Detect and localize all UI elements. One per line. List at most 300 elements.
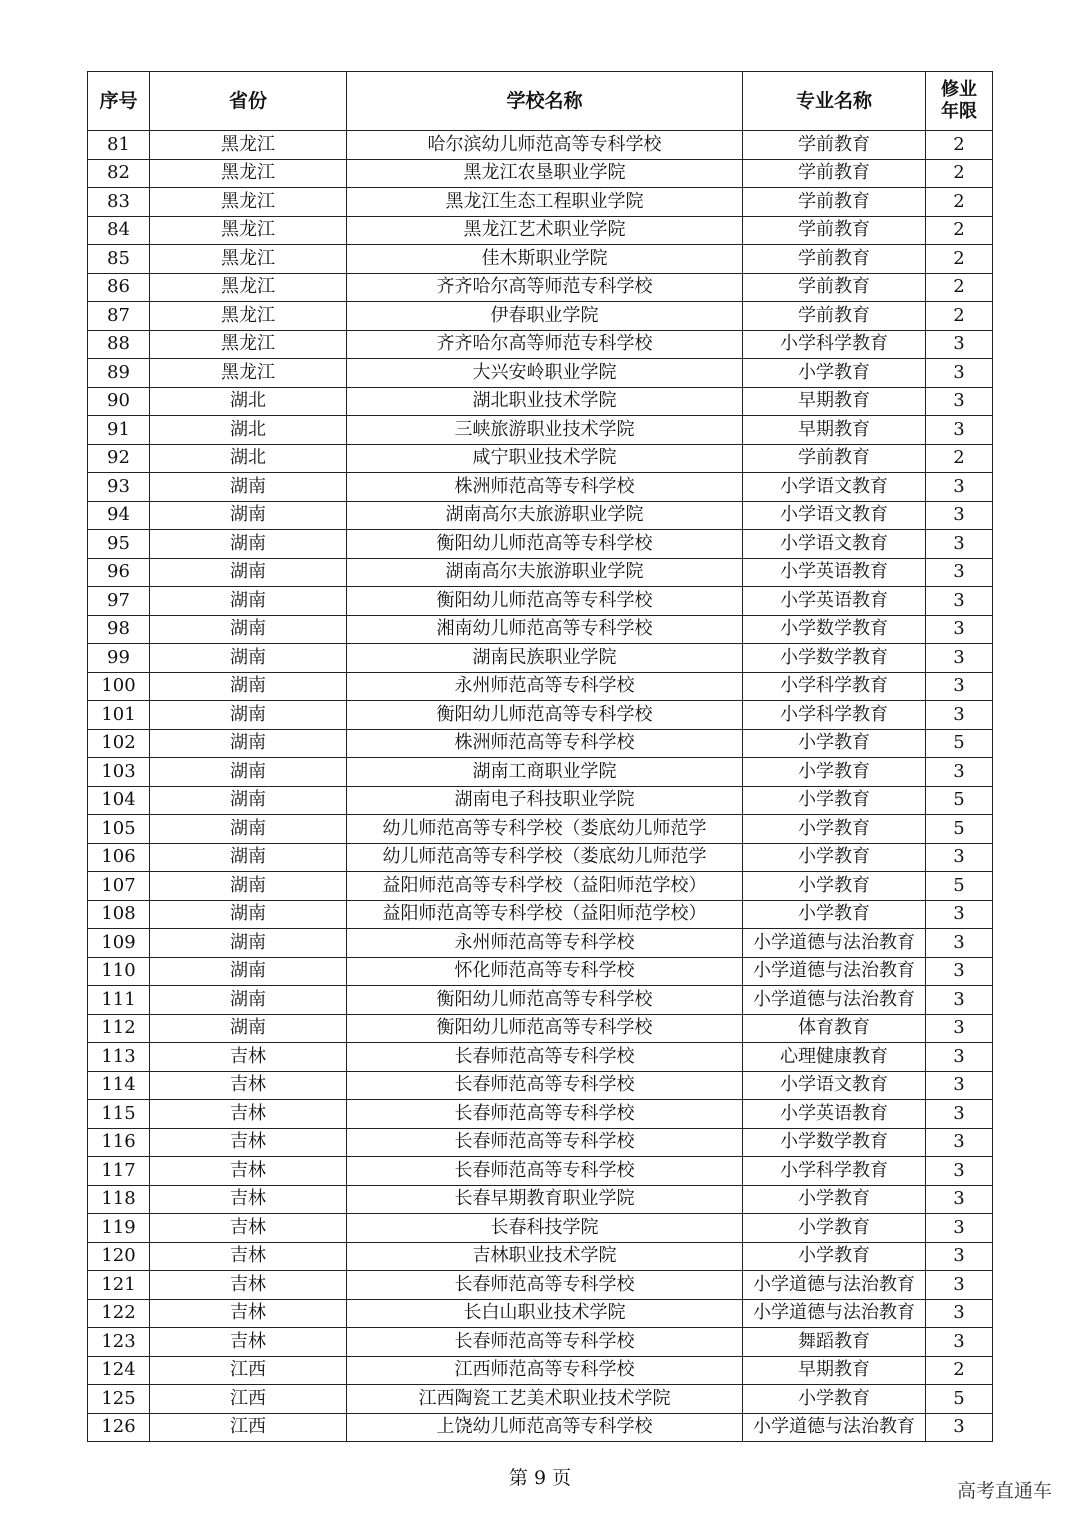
cell-years-text: 3: [953, 960, 965, 982]
cell-major: [743, 501, 926, 530]
cell-province-text: 湖南: [230, 874, 266, 896]
cell-school: [347, 843, 743, 872]
cell-province: [150, 159, 347, 188]
cell-years-text: 3: [953, 1330, 965, 1352]
cell-province: [150, 1328, 347, 1357]
cell-province-text: 湖北: [230, 418, 266, 440]
cell-years: [926, 387, 993, 416]
cell-province: [150, 1071, 347, 1100]
cell-province: [150, 330, 347, 359]
cell-index: [88, 1043, 150, 1072]
cell-index-text: 98: [107, 618, 130, 640]
cell-province: [150, 1014, 347, 1043]
table-row: [88, 701, 993, 730]
table-row: [88, 644, 993, 673]
cell-province: [150, 359, 347, 388]
cell-school-text: 湖北职业技术学院: [472, 390, 617, 412]
cell-school-text: 衡阳幼儿师范高等专科学校: [436, 1017, 653, 1039]
cell-index-text: 81: [107, 133, 130, 155]
cell-school: [347, 1328, 743, 1357]
cell-school: [347, 1157, 743, 1186]
cell-province-text: 黑龙江: [221, 219, 275, 241]
cell-major-text: 小学道德与法治教育: [753, 960, 915, 982]
cell-index: [88, 986, 150, 1015]
cell-province: [150, 245, 347, 274]
cell-index: [88, 1071, 150, 1100]
cell-major: [743, 758, 926, 787]
cell-province-text: 黑龙江: [221, 190, 275, 212]
cell-major-text: 学前教育: [798, 276, 870, 298]
cell-years: [926, 758, 993, 787]
cell-index-text: 115: [101, 1102, 136, 1124]
cell-major-text: 小学科学教育: [780, 675, 888, 697]
cell-province: [150, 644, 347, 673]
cell-years: [926, 815, 993, 844]
table-row: [88, 558, 993, 587]
cell-years-text: 2: [953, 190, 965, 212]
cell-major: [743, 530, 926, 559]
cell-school-text: 湖南工商职业学院: [472, 760, 617, 782]
cell-years: [926, 216, 993, 245]
cell-years-text: 2: [953, 162, 965, 184]
cell-school: [347, 587, 743, 616]
cell-years-text: 3: [953, 1302, 965, 1324]
cell-school: [347, 188, 743, 217]
table-row: [88, 302, 993, 331]
cell-school: [347, 1128, 743, 1157]
cell-years: [926, 1185, 993, 1214]
cell-school-text: 江西陶瓷工艺美术职业技术学院: [418, 1387, 671, 1409]
table-row: [88, 929, 993, 958]
cell-years-text: 3: [953, 1188, 965, 1210]
cell-index-text: 89: [107, 361, 130, 383]
cell-province-text: 吉林: [230, 1302, 266, 1324]
cell-index-text: 119: [101, 1216, 136, 1238]
cell-province: [150, 131, 347, 160]
cell-province-text: 湖南: [230, 789, 266, 811]
cell-major-text: 小学语文教育: [780, 475, 888, 497]
cell-major: [743, 986, 926, 1015]
table-row: [88, 273, 993, 302]
school-major-table: [87, 71, 993, 1442]
cell-school-text: 益阳师范高等专科学校（益阳师范学校）: [382, 874, 707, 896]
cell-school-text: 伊春职业学院: [490, 304, 599, 326]
cell-province-text: 湖南: [230, 618, 266, 640]
cell-major: [743, 1128, 926, 1157]
header-school: 学校名称: [347, 72, 743, 131]
cell-index: [88, 558, 150, 587]
cell-major-text: 小学科学教育: [780, 333, 888, 355]
cell-province: [150, 615, 347, 644]
cell-school-text: 黑龙江艺术职业学院: [463, 219, 626, 241]
cell-major-text: 心理健康教育: [780, 1045, 888, 1067]
cell-years-text: 3: [953, 333, 965, 355]
cell-province-text: 湖南: [230, 675, 266, 697]
header-major: 专业名称: [743, 72, 926, 131]
cell-years-text: 3: [953, 1131, 965, 1153]
cell-school: [347, 1043, 743, 1072]
cell-index: [88, 1014, 150, 1043]
cell-years: [926, 501, 993, 530]
cell-major-text: 小学道德与法治教育: [753, 1273, 915, 1295]
cell-years-text: 3: [953, 760, 965, 782]
cell-index-text: 99: [107, 646, 130, 668]
cell-index-text: 85: [107, 247, 130, 269]
table-row: [88, 1328, 993, 1357]
cell-index-text: 95: [107, 532, 130, 554]
cell-school-text: 湘南幼儿师范高等专科学校: [436, 618, 653, 640]
cell-index-text: 109: [101, 931, 136, 953]
cell-index: [88, 387, 150, 416]
cell-major-text: 小学教育: [798, 361, 870, 383]
cell-school-text: 永州师范高等专科学校: [454, 675, 635, 697]
cell-province-text: 黑龙江: [221, 276, 275, 298]
cell-major-text: 小学英语教育: [780, 561, 888, 583]
cell-years: [926, 558, 993, 587]
cell-province: [150, 387, 347, 416]
cell-index: [88, 159, 150, 188]
cell-school: [347, 1214, 743, 1243]
cell-province-text: 吉林: [230, 1188, 266, 1210]
cell-major: [743, 330, 926, 359]
cell-index-text: 114: [101, 1074, 136, 1096]
cell-index: [88, 729, 150, 758]
cell-major-text: 小学科学教育: [780, 1159, 888, 1181]
cell-index: [88, 758, 150, 787]
cell-school-text: 大兴安岭职业学院: [472, 361, 617, 383]
cell-province: [150, 302, 347, 331]
cell-province-text: 黑龙江: [221, 247, 275, 269]
cell-province: [150, 1185, 347, 1214]
cell-index-text: 96: [107, 561, 130, 583]
cell-years: [926, 644, 993, 673]
cell-province: [150, 1242, 347, 1271]
cell-province: [150, 729, 347, 758]
table-row: [88, 131, 993, 160]
cell-years-text: 3: [953, 1416, 965, 1438]
cell-major-text: 学前教育: [798, 304, 870, 326]
table-header: [88, 72, 993, 131]
cell-province-text: 湖南: [230, 732, 266, 754]
cell-province: [150, 1413, 347, 1442]
cell-province-text: 黑龙江: [221, 333, 275, 355]
cell-province-text: 黑龙江: [221, 133, 275, 155]
cell-school-text: 永州师范高等专科学校: [454, 931, 635, 953]
table-row: [88, 330, 993, 359]
cell-province-text: 湖北: [230, 447, 266, 469]
table-row: [88, 672, 993, 701]
cell-index: [88, 701, 150, 730]
cell-province-text: 湖南: [230, 960, 266, 982]
cell-province-text: 吉林: [230, 1045, 266, 1067]
cell-school: [347, 501, 743, 530]
cell-years: [926, 159, 993, 188]
cell-index: [88, 929, 150, 958]
cell-school: [347, 216, 743, 245]
cell-years: [926, 1356, 993, 1385]
cell-years-text: 3: [953, 675, 965, 697]
cell-index: [88, 615, 150, 644]
cell-years: [926, 843, 993, 872]
cell-index-text: 101: [101, 703, 136, 725]
table-row: [88, 501, 993, 530]
cell-school: [347, 1299, 743, 1328]
cell-major-text: 小学语文教育: [780, 1074, 888, 1096]
cell-major: [743, 1413, 926, 1442]
cell-major-text: 学前教育: [798, 219, 870, 241]
cell-years-text: 2: [953, 219, 965, 241]
cell-years-text: 5: [953, 1387, 965, 1409]
cell-major: [743, 1328, 926, 1357]
cell-major: [743, 473, 926, 502]
cell-years-text: 3: [953, 532, 965, 554]
cell-years-text: 2: [953, 133, 965, 155]
table-row: [88, 729, 993, 758]
cell-years: [926, 302, 993, 331]
cell-major-text: 小学教育: [798, 732, 870, 754]
cell-years: [926, 188, 993, 217]
cell-province-text: 吉林: [230, 1131, 266, 1153]
cell-school: [347, 986, 743, 1015]
cell-province: [150, 957, 347, 986]
cell-major-text: 小学教育: [798, 903, 870, 925]
cell-school: [347, 729, 743, 758]
cell-major-text: 舞蹈教育: [798, 1330, 870, 1352]
cell-province-text: 黑龙江: [221, 304, 275, 326]
cell-major: [743, 1157, 926, 1186]
cell-major-text: 小学教育: [798, 846, 870, 868]
cell-major: [743, 615, 926, 644]
cell-index: [88, 1214, 150, 1243]
cell-school-text: 佳木斯职业学院: [481, 247, 608, 269]
cell-years: [926, 1271, 993, 1300]
cell-major: [743, 216, 926, 245]
cell-major: [743, 786, 926, 815]
cell-province: [150, 701, 347, 730]
cell-province: [150, 672, 347, 701]
cell-major: [743, 587, 926, 616]
cell-major: [743, 957, 926, 986]
cell-school-text: 三峡旅游职业技术学院: [454, 418, 635, 440]
cell-years-text: 5: [953, 874, 965, 896]
cell-major: [743, 701, 926, 730]
cell-years-text: 2: [953, 447, 965, 469]
cell-major: [743, 1299, 926, 1328]
cell-years-text: 3: [953, 1074, 965, 1096]
cell-province: [150, 587, 347, 616]
cell-years-text: 3: [953, 646, 965, 668]
cell-index: [88, 1157, 150, 1186]
cell-years: [926, 701, 993, 730]
cell-years-text: 2: [953, 276, 965, 298]
cell-province-text: 江西: [230, 1359, 266, 1381]
cell-index: [88, 1128, 150, 1157]
cell-index-text: 97: [107, 589, 130, 611]
cell-major-text: 学前教育: [798, 190, 870, 212]
cell-province: [150, 872, 347, 901]
cell-school: [347, 273, 743, 302]
cell-years: [926, 957, 993, 986]
watermark-text: 高考直通车: [956, 1480, 1052, 1502]
cell-school: [347, 672, 743, 701]
cell-major-text: 早期教育: [798, 418, 870, 440]
cell-province-text: 吉林: [230, 1074, 266, 1096]
cell-province-text: 湖南: [230, 646, 266, 668]
table-row: [88, 1100, 993, 1129]
cell-years: [926, 729, 993, 758]
cell-school: [347, 701, 743, 730]
cell-major: [743, 644, 926, 673]
table-row: [88, 1214, 993, 1243]
cell-province: [150, 843, 347, 872]
cell-major: [743, 929, 926, 958]
cell-province: [150, 416, 347, 445]
cell-major: [743, 131, 926, 160]
cell-years-text: 3: [953, 390, 965, 412]
cell-major-text: 小学教育: [798, 1188, 870, 1210]
cell-major: [743, 416, 926, 445]
cell-school-text: 长春师范高等专科学校: [454, 1159, 635, 1181]
cell-index: [88, 1242, 150, 1271]
cell-province: [150, 786, 347, 815]
cell-major: [743, 1214, 926, 1243]
cell-school: [347, 1185, 743, 1214]
cell-index-text: 120: [101, 1245, 136, 1267]
cell-years: [926, 986, 993, 1015]
cell-province-text: 湖南: [230, 504, 266, 526]
cell-years: [926, 872, 993, 901]
cell-index: [88, 900, 150, 929]
cell-major-text: 小学英语教育: [780, 589, 888, 611]
cell-years-text: 3: [953, 1102, 965, 1124]
cell-index: [88, 1100, 150, 1129]
cell-years-text: 3: [953, 846, 965, 868]
cell-index: [88, 1271, 150, 1300]
cell-major-text: 小学英语教育: [780, 1102, 888, 1124]
cell-major: [743, 1014, 926, 1043]
cell-index: [88, 444, 150, 473]
cell-years: [926, 1128, 993, 1157]
cell-school-text: 长春师范高等专科学校: [454, 1045, 635, 1067]
cell-index-text: 86: [107, 276, 130, 298]
table-row: [88, 473, 993, 502]
table-row: [88, 216, 993, 245]
table-row: [88, 843, 993, 872]
cell-major-text: 早期教育: [798, 1359, 870, 1381]
cell-years-text: 3: [953, 561, 965, 583]
cell-school: [347, 1014, 743, 1043]
cell-major-text: 学前教育: [798, 247, 870, 269]
cell-major-text: 小学教育: [798, 1216, 870, 1238]
cell-school-text: 幼儿师范高等专科学校（娄底幼儿师范学: [382, 817, 707, 839]
cell-major-text: 小学数学教育: [780, 646, 888, 668]
cell-index: [88, 273, 150, 302]
cell-index: [88, 216, 150, 245]
header-index: 序号: [88, 72, 150, 131]
cell-years-text: 3: [953, 1159, 965, 1181]
cell-province: [150, 1043, 347, 1072]
cell-index-text: 113: [101, 1045, 136, 1067]
cell-index-text: 126: [101, 1416, 136, 1438]
cell-major-text: 小学教育: [798, 789, 870, 811]
cell-index-text: 94: [107, 504, 130, 526]
cell-index: [88, 957, 150, 986]
cell-province: [150, 1271, 347, 1300]
cell-index-text: 118: [101, 1188, 136, 1210]
cell-major-text: 小学数学教育: [780, 1131, 888, 1153]
table-row: [88, 1271, 993, 1300]
cell-school: [347, 416, 743, 445]
cell-school: [347, 644, 743, 673]
cell-school: [347, 359, 743, 388]
cell-years-text: 3: [953, 475, 965, 497]
cell-major: [743, 1271, 926, 1300]
cell-index: [88, 872, 150, 901]
table-row: [88, 1185, 993, 1214]
cell-school-text: 齐齐哈尔高等师范专科学校: [436, 276, 653, 298]
cell-major-text: 学前教育: [798, 133, 870, 155]
table-row: [88, 786, 993, 815]
cell-years: [926, 530, 993, 559]
cell-years-text: 3: [953, 418, 965, 440]
cell-years-text: 5: [953, 817, 965, 839]
cell-province-text: 吉林: [230, 1159, 266, 1181]
cell-school: [347, 131, 743, 160]
cell-school-text: 衡阳幼儿师范高等专科学校: [436, 703, 653, 725]
cell-school: [347, 387, 743, 416]
cell-province: [150, 1299, 347, 1328]
cell-school: [347, 245, 743, 274]
cell-years: [926, 786, 993, 815]
cell-years: [926, 473, 993, 502]
cell-school: [347, 1356, 743, 1385]
table-row: [88, 444, 993, 473]
cell-province: [150, 530, 347, 559]
cell-major: [743, 188, 926, 217]
cell-major: [743, 872, 926, 901]
cell-school-text: 怀化师范高等专科学校: [454, 960, 635, 982]
cell-years-text: 3: [953, 1045, 965, 1067]
cell-index-text: 117: [101, 1159, 136, 1181]
table-row: [88, 1385, 993, 1414]
cell-index-text: 110: [101, 960, 136, 982]
table-row: [88, 159, 993, 188]
cell-index-text: 90: [107, 390, 130, 412]
cell-school-text: 长春师范高等专科学校: [454, 1074, 635, 1096]
cell-school: [347, 530, 743, 559]
cell-school: [347, 1385, 743, 1414]
cell-major: [743, 1385, 926, 1414]
cell-province-text: 吉林: [230, 1273, 266, 1295]
cell-school-text: 衡阳幼儿师范高等专科学校: [436, 532, 653, 554]
cell-index-text: 125: [101, 1387, 136, 1409]
cell-province-text: 吉林: [230, 1330, 266, 1352]
table-row: [88, 245, 993, 274]
cell-index: [88, 416, 150, 445]
cell-major: [743, 273, 926, 302]
cell-school-text: 长白山职业技术学院: [463, 1302, 626, 1324]
cell-index-text: 107: [101, 874, 136, 896]
cell-major: [743, 672, 926, 701]
cell-school-text: 益阳师范高等专科学校（益阳师范学校）: [382, 903, 707, 925]
cell-major-text: 小学教育: [798, 874, 870, 896]
cell-school: [347, 815, 743, 844]
cell-index-text: 100: [101, 675, 136, 697]
cell-years: [926, 929, 993, 958]
cell-major-text: 小学道德与法治教育: [753, 1302, 915, 1324]
cell-index: [88, 302, 150, 331]
cell-province-text: 湖南: [230, 561, 266, 583]
